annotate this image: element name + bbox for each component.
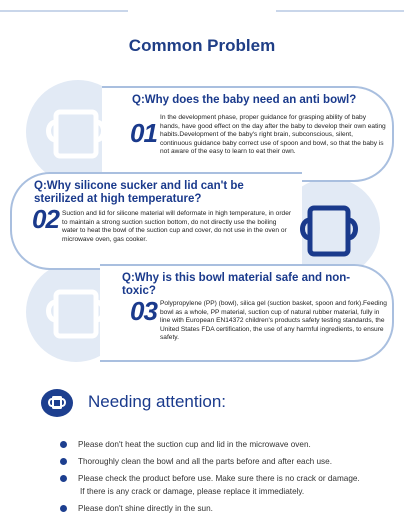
list-item [60,474,404,487]
number-3: 03 [130,296,157,326]
number-2: 02 [32,204,59,234]
answer-3: Polypropylene (PP) (bowl), silica gel (suction basket, spoon and fork).Feeding bowl as a whole, PP material, suction cup of natural rubber material, fully in line with European EN14372 children's products safety testing standards, the United States FDA certification, the use of any harmful ingredients, to ensure safety. [160,300,387,342]
question-1: Q:Why does the baby need an anti bowl? [132,94,357,106]
bullet-dot-icon [60,458,67,465]
cup-icon-3 [44,278,110,349]
list-item [60,457,404,474]
tip-text: Please check the product before use. Make sure there is no crack or damage. [78,474,360,483]
tip-text: Thoroughly clean the bowl and all the parts before and after each use. [78,457,332,466]
answer-1: In the development phase, proper guidance for grasping ability of baby hands, have good effect on the day after the baby to develop their own eating habits.Development of the baby's right brain, subconscious, silent, continuous guidance baby correct use of spoon and bowl, so that the baby is not aware of the easy to learn to eat their own. [160,114,386,156]
bullet-dot-icon [60,505,67,512]
bullet-dot-icon [60,475,67,482]
tip-text: Please don't heat the suction cup and lid in the microwave oven. [78,440,311,449]
top-bar-left [0,10,128,12]
page-title: Common Problem [128,36,276,55]
list-item [60,440,404,457]
tips-list [60,440,404,521]
top-bar-right [276,10,404,12]
question-2: Q:Why silicone sucker and lid can't be sterilized at high temperature? [34,180,244,205]
answer-2: Suction and lid for silicone material will deformate in high temperature, in order to maintain a strong suction suction bottom, do not directly use the boiling water to heat the bowl of the suction cup and cover, do not use in the oven or microwave oven, gas cooker. [62,210,292,243]
cup-icon-2 [296,196,362,267]
tip-text: If there is any crack or damage, please replace it immediately. [80,487,305,496]
number-1: 01 [130,118,157,148]
list-item [60,487,404,504]
list-item [60,504,404,521]
bullet-dot-icon [60,441,67,448]
cup-icon-1 [44,98,110,169]
baby-cup-icon [40,388,74,418]
question-3: Q:Why is this bowl material safe and non-toxic? [122,272,351,297]
attention-title: Needing attention: [88,392,226,411]
tip-text: Please don't shine directly in the sun. [78,504,213,513]
